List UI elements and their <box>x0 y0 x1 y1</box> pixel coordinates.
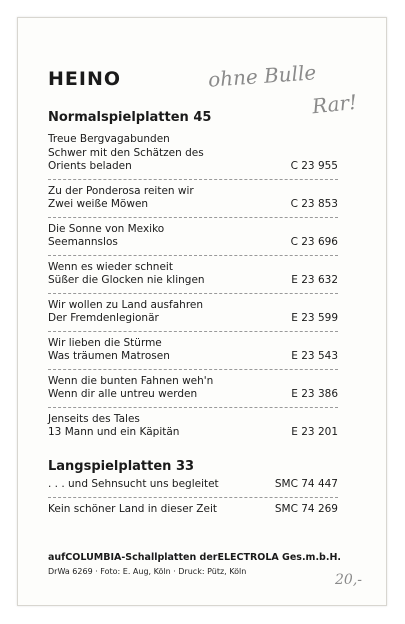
divider <box>48 369 338 370</box>
catalog-number: E 23 632 <box>291 274 338 286</box>
track-title: Wir wollen zu Land ausfahren <box>48 298 204 311</box>
track-titles <box>48 413 258 440</box>
divider <box>48 255 338 256</box>
track-title: Treue Bergvagabunden <box>48 133 170 145</box>
track-entry <box>48 185 338 212</box>
track-titles <box>48 503 258 517</box>
track-title: Kein schöner Land in dieser Zeit <box>48 502 217 515</box>
track-entry <box>48 299 338 326</box>
track-entry <box>48 503 338 517</box>
track-entry <box>48 223 338 250</box>
catalog-number: C 23 955 <box>290 160 338 172</box>
track-titles <box>48 185 258 212</box>
track-title: 13 Mann und ein Käpitän <box>48 426 180 438</box>
section-title-lps: Langspielplatten 33 <box>48 459 195 474</box>
track-titles <box>48 478 258 492</box>
track-titles <box>48 375 258 402</box>
track-title: Wenn dir alle untreu werden <box>48 388 198 400</box>
track-title: Was träumen Matrosen <box>48 350 170 362</box>
handwritten-note-line2: Rar! <box>310 89 359 119</box>
divider <box>48 407 338 408</box>
catalog-number: E 23 543 <box>291 350 338 362</box>
section-title-singles: Normalspielplatten 45 <box>48 110 212 125</box>
catalog-number: E 23 599 <box>291 312 338 324</box>
catalog-number: E 23 386 <box>291 388 338 400</box>
lps-list <box>48 478 338 516</box>
track-titles <box>48 337 258 364</box>
track-title: Zwei weiße Möwen <box>48 198 149 210</box>
catalog-number: C 23 696 <box>290 236 338 248</box>
divider <box>48 179 338 180</box>
track-entry <box>48 413 338 440</box>
track-title: . . . und Sehnsucht uns begleitet <box>48 478 219 490</box>
track-title: Orients beladen <box>48 160 132 172</box>
track-entry <box>48 133 338 174</box>
track-title: Zu der Ponderosa reiten wir <box>48 184 194 197</box>
track-entry <box>48 375 338 402</box>
track-title: Wir lieben die Stürme <box>48 336 162 349</box>
track-titles <box>48 299 258 326</box>
track-title: Jenseits des Tales <box>48 412 140 425</box>
catalog-number: E 23 201 <box>291 426 338 438</box>
divider <box>48 331 338 332</box>
track-titles <box>48 133 258 174</box>
track-entry <box>48 478 338 492</box>
track-title: Der Fremdenlegionär <box>48 312 159 324</box>
track-title: Süßer die Glocken nie klingen <box>48 274 205 286</box>
handwritten-price: 20,- <box>335 572 362 588</box>
singles-list <box>48 133 338 440</box>
track-titles <box>48 261 258 288</box>
artist-name: HEINO <box>48 68 122 90</box>
track-entry <box>48 261 338 288</box>
print-credits: DrWa 6269 · Foto: E. Aug, Köln · Druck: Pütz, Köln <box>48 567 247 576</box>
divider <box>48 497 338 498</box>
publisher-line: aufCOLUMBIA-Schallplatten derELECTROLA Ges.m.b.H. <box>48 552 342 563</box>
track-title: Wenn es wieder schneit <box>48 260 173 273</box>
divider <box>48 217 338 218</box>
catalog-number: SMC 74 447 <box>274 478 338 490</box>
handwritten-note-line1: ohne Bulle <box>207 60 317 92</box>
catalog-number: SMC 74 269 <box>274 502 338 515</box>
track-titles <box>48 223 258 250</box>
divider <box>48 293 338 294</box>
track-title: Wenn die bunten Fahnen weh'n <box>48 374 214 387</box>
track-entry <box>48 337 338 364</box>
catalog-number: C 23 853 <box>290 198 338 210</box>
track-title: Die Sonne von Mexiko <box>48 222 165 235</box>
track-title: Schwer mit den Schätzen des <box>48 146 204 159</box>
track-title: Seemannslos <box>48 236 118 248</box>
